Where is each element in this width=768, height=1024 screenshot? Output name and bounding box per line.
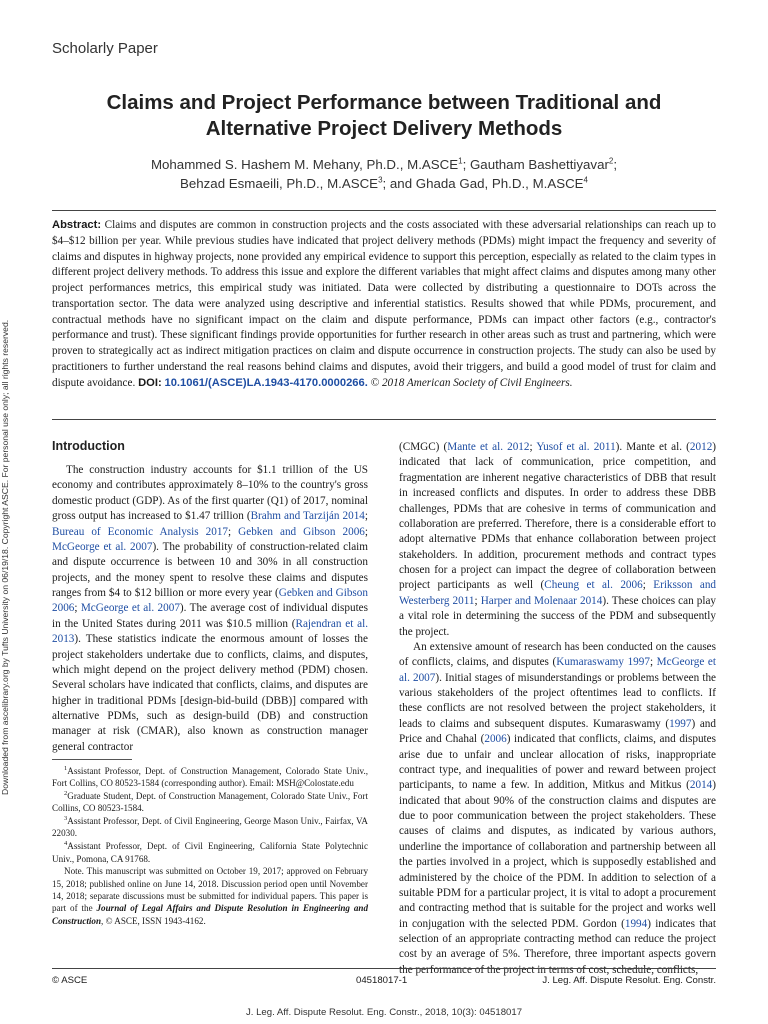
footer-rule bbox=[52, 968, 716, 969]
author-4: ; and Ghada Gad, Ph.D., M.ASCE bbox=[382, 175, 584, 191]
citation-link[interactable]: Gebken and Gibson 2006 bbox=[238, 525, 365, 538]
citation-link[interactable]: McGeorge et al. 2007 bbox=[399, 656, 716, 684]
abstract-bottom-rule bbox=[52, 419, 716, 420]
copyright-notice: © 2018 American Society of Civil Engineers. bbox=[370, 376, 573, 389]
author-line-1: Mohammed S. Hashem M. Mehany, Ph.D., M.ASCE$^1$; Gautham Bashettiyavar$^2$; bbox=[150, 156, 618, 172]
abstract bbox=[52, 218, 716, 391]
citation-link[interactable]: Eriksson and Westerberg 2011 bbox=[399, 579, 717, 607]
section-heading-introduction: Introduction bbox=[52, 439, 125, 453]
citation-link[interactable]: Gebken and Gibson 2006 bbox=[52, 587, 368, 615]
citation-link[interactable]: Rajendran et al. 2013 bbox=[52, 617, 368, 646]
citation-line: J. Leg. Aff. Dispute Resolut. Eng. Constr., 2018, 10(3): 04518017 bbox=[245, 1007, 523, 1018]
paragraph: An extensive amount of research has been conducted on the causes of conflicts, claims, and disputes (Kumaraswamy 1997; McGeorge et al. 2007). Initial stages of misunderstandings or problems between the various stakeholders of the project oftentimes lead to conflicts. If these conflicts are not resolved between the project stakeholders, it leads to claims and subsequent disputes. Kumaraswamy (1997) and Price and Chahal (2006) indicated that conflicts, claims, and disputes arise due to unfair and unclear allocation of risks, inappropriate contract type, and inequalities of power and reward between project participants, to name a few. In addition, Mitkus and Mitkus (2014) indicated that about 90% of the construction claims and disputes are due to poor communication between the project stakeholders. These causes of claims and disputes, as indicated by various authors, underline the importance of collaboration and partnership between all the parties involved in a project, which is supposedly established and administered by the choice of the PDM. In addition to selection of a suitable PDM for a particular project, it is vital to adopt a procurement and contracting method that is suitable for the project and works well in conjugation with the selected PDM. Gordon (1994) indicates that selection of an appropriate contracting method can reduce the project cost by an average of 5%. Therefore, three important aspects govern the performance of the project in terms of cost, schedule, conflicts, bbox=[399, 640, 717, 976]
body-column-right bbox=[399, 440, 716, 978]
footnote: $^3$Assistant Professor, Dept. of Civil Engineering, George Mason Univ., Fairfax, VA 22030. bbox=[52, 815, 368, 839]
doi-label: DOI: bbox=[138, 376, 162, 389]
citation-link[interactable]: 2012 bbox=[689, 441, 713, 453]
footer-journal: J. Leg. Aff. Dispute Resolut. Eng. Constr. bbox=[542, 975, 716, 986]
citation-link[interactable]: Harper and Molenaar 2014 bbox=[480, 594, 603, 607]
citation-link[interactable]: Bureau of Economic Analysis 2017 bbox=[52, 525, 229, 538]
title-line-2: Alternative Project Delivery Methods bbox=[205, 117, 563, 140]
abstract-text: Claims and disputes are common in construction projects and the costs associated with these adversarial relationships can reach up to $4–$12 billion per year. While previous studies have indicated that project delivery methods (PDMs) might impact the frequency and severity of claims and disputes in highway projects, none provided any empirical evidence to support this perception, especially as related to the claim types in different project delivery methods. To address this issue and explore the different variables that might affect claims and disputes among many other project performances metrics, this empirical study was initiated. Data were collected by distributing a questionnaire to DOTs across the transportation sector. The data were analyzed using descriptive and inferential statistics. Results showed that while PDMs, procurement, and contractual methods have no significant impact on the claim and dispute performance, PDMs can impact other factors (e.g., contractor's performance and trust). These significant findings provide opportunities for further research in other areas such as trust and partnering, which were proven to strategically act as indirect mitigation practices on claim and dispute occurrence in construction projects. The study can also be used by practitioners to further understand the real reasons behind claims and disputes, avoid their triggers, and build a good model of trust for claim and dispute avoidance. bbox=[52, 219, 716, 389]
citation-link[interactable]: McGeorge et al. 2007 bbox=[52, 540, 153, 553]
footer-page-id: 04518017-1 bbox=[356, 975, 408, 986]
footnote: $^4$Assistant Professor, Dept. of Civil Engineering, California State Polytechnic Univ., Pomona, CA 91768. bbox=[52, 840, 368, 864]
citation-link[interactable]: Yusof et al. 2011 bbox=[536, 441, 616, 453]
paragraph: The construction industry accounts for $1.1 trillion of the US economy and contributes approximately 8–10% to the country's gross domestic product (GDP). As of the first quarter (Q1) of 2017, nominal gross output has increased to $1.47 trillion (Brahm and Tarziján 2014; Bureau of Economic Analysis 2017; Gebken and Gibson 2006; McGeorge et al. 2007). The probability of construction-related claim and dispute occurrence is between 10 and 30% in all construction projects, and the money spent to resolve these claims and disputes ranges from $4 to $12 billion or more every year (Gebken and Gibson 2006; McGeorge et al. 2007). The average cost of individual disputes in the United States during 2011 was $10.5 million (Rajendran et al. 2013). These statistics indicate the enormous amount of losses the project stakeholders undertake due to conflicts, claims, and disputes, which might depend on the project delivery method (PDM) chosen. Several scholars have indicated that conflicts, claims, and disputes are higher in traditional PDMs [design-bid-build (DBB)] compared with alternative PDMs, such as design-build (DB) and construction manager at risk (CMAR), also known as construction manager general contractor bbox=[52, 464, 368, 753]
citation-link[interactable]: 1997 bbox=[669, 717, 692, 730]
author-2: ; Gautham Bashettiyavar bbox=[462, 157, 609, 172]
citation-link[interactable]: Mante et al. 2012 bbox=[447, 441, 530, 453]
citation-link[interactable]: 2006 bbox=[484, 733, 507, 746]
citation-link[interactable]: Cheung et al. 2006 bbox=[544, 579, 643, 592]
author-line-2: Behzad Esmaeili, Ph.D., M.ASCE$^3$; and Ghada Gad, Ph.D., M.ASCE$^4$ bbox=[180, 175, 588, 191]
footnotes bbox=[52, 765, 368, 927]
body-column-left bbox=[52, 463, 368, 755]
footnote: $^2$Graduate Student, Dept. of Construction Management, Colorado State Univ., Fort Collins, CO 80523-1584. bbox=[52, 790, 368, 814]
paragraph: (CMGC) (Mante et al. 2012; Yusof et al. 2011). Mante et al. (2012) indicated that lack of communication, price competition, and fragmentation are inherent negative characteristics of DBB that result in increased conflicts and disputes. In order to address these DBB challenges, PDMs that are cohesive in terms of communication and collaboration are preferred. Therefore, there is a considerable effort to adopt alternative PDMs that enhance collaboration between project stakeholders. In addition, procurement methods and contract types chosen for a project can impact the degree of collaboration between project participants as well (Cheung et al. 2006; Eriksson and Westerberg 2011; Harper and Molenaar 2014). These choices can play a vital role in determining the success of the PDM and subsequently the project. bbox=[399, 441, 717, 638]
abstract-label: Abstract: bbox=[52, 219, 102, 231]
download-notice-sidebar bbox=[0, 240, 12, 800]
author-1: Mohammed S. Hashem M. Mehany, Ph.D., M.ASCE bbox=[150, 157, 459, 172]
citation-link[interactable]: Brahm and Tarziján 2014 bbox=[250, 510, 365, 523]
citation-link[interactable]: 1994 bbox=[624, 917, 648, 930]
citation-link[interactable]: Kumaraswamy 1997 bbox=[556, 656, 650, 669]
footer-publisher: © ASCE bbox=[52, 975, 88, 986]
doc-type-label: Scholarly Paper bbox=[52, 40, 158, 57]
doi-link[interactable]: 10.1061/(ASCE)LA.1943-4170.0000266. bbox=[164, 376, 368, 389]
download-notice-text: Downloaded from ascelibrary.org by Tufts University on 06/19/18. Copyright ASCE. For personal use only; all rights reserved. bbox=[0, 319, 10, 795]
author-3: Behzad Esmaeili, Ph.D., M.ASCE bbox=[180, 175, 379, 191]
citation-link[interactable]: McGeorge et al. 2007 bbox=[80, 602, 180, 615]
footnote: $^1$Assistant Professor, Dept. of Construction Management, Colorado State Univ., Fort Collins, CO 80523-1584 (corresponding author). Email: MSH@Colostate.edu bbox=[52, 764, 368, 789]
author-list bbox=[60, 156, 708, 193]
paper-title bbox=[40, 90, 728, 142]
footnote-rule bbox=[52, 759, 132, 760]
abstract-top-rule bbox=[52, 210, 716, 211]
journal-name: Journal of Legal Affairs and Dispute Resolution in Engineering and Construction bbox=[52, 903, 368, 926]
citation-link[interactable]: 2014 bbox=[689, 779, 713, 792]
title-line-1: Claims and Project Performance between Traditional and bbox=[106, 91, 662, 114]
manuscript-note: Note. This manuscript was submitted on October 19, 2017; approved on February 15, 2018; published online on June 14, 2018. Discussion period open until November 14, 2018; separate discussions must be submitted for individual papers. This paper is part of the Journal of Legal Affairs and Dispute Resolution in Engineering and Construction, © ASCE, ISSN 1943-4162. bbox=[52, 866, 368, 926]
